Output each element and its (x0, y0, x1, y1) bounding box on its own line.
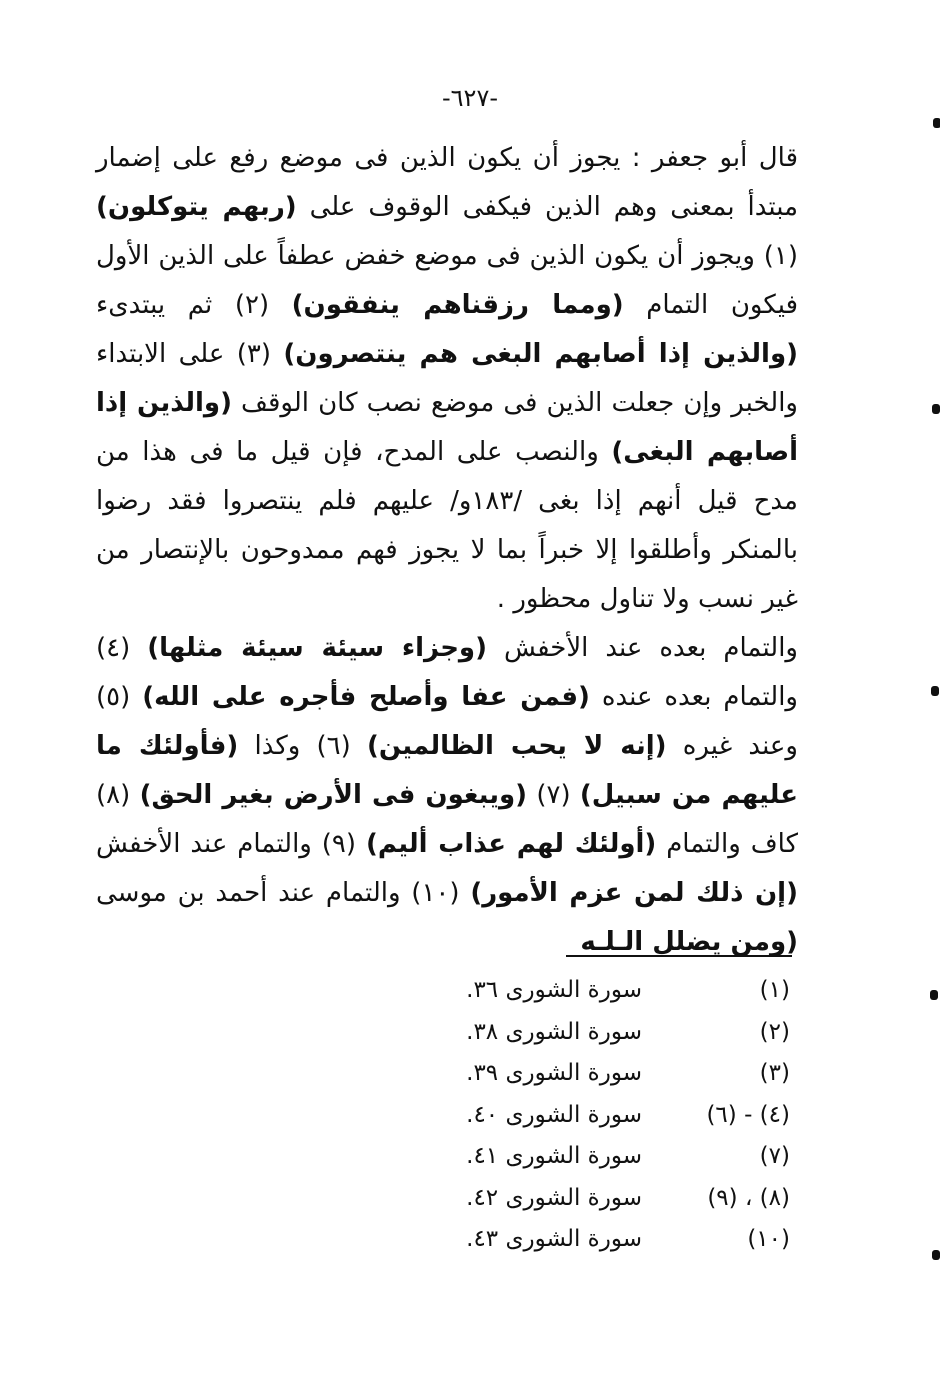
text-run: (١٠) والتمام عند أحمد بن موسى (96, 878, 471, 908)
main-text (96, 134, 798, 967)
text-run: (٩) والتمام عند الأخفش (96, 829, 366, 859)
scan-mark (933, 118, 940, 128)
quran-quote: (ومما رزقناهم ينفقون) (291, 290, 624, 320)
text-run: (٣) على الابتداء والخبر وإن جعلت الذين فى موضع نصب كان الوقف (96, 339, 798, 418)
paragraph (96, 134, 798, 624)
footnote-text: سورة الشورى ٤٣. (466, 1226, 642, 1252)
quran-quote: (فأولئك ما عليهم من سبيل) (96, 731, 798, 810)
text-run: (٧) (527, 780, 580, 810)
quran-quote: (والذين إذا أصابهم البغى هم ينتصرون) (283, 339, 798, 369)
footnote-number: (٢) (759, 1018, 790, 1045)
quran-quote: (ربهم يتوكلون) (96, 192, 297, 222)
text-run: (٤) والتمام بعده عنده (96, 633, 798, 712)
footnote-row (420, 970, 800, 1012)
footnote-number: (٤) - (٦) (706, 1101, 790, 1128)
footnote-text: سورة الشورى ٤١. (466, 1143, 642, 1169)
footnote-row (420, 1095, 800, 1137)
text-run: (٦) وكذا (238, 731, 367, 761)
quran-quote: (ومن يضلل الـلـه (580, 927, 798, 957)
quran-quote: (وجزاء سيئة سيئة مثلها) (147, 633, 487, 663)
text-run: والتمام بعده عند الأخفش (486, 633, 798, 663)
quran-quote: (فمن عفا وأصلح فأجره على الله) (142, 682, 590, 712)
quran-quote: (أولئك لهم عذاب أليم) (365, 829, 657, 859)
footnotes (420, 970, 800, 1261)
footnote-number: (٨) ، (٩) (707, 1184, 790, 1211)
scan-mark (932, 404, 940, 414)
footnote-row (420, 1178, 800, 1220)
footnote-separator (566, 955, 792, 957)
text-run: (١) ويجوز أن يكون الذين فى موضع خفض عطفاً على الذين الأول فيكون التمام (96, 241, 798, 320)
text-run: قال أبو جعفر : يجوز أن يكون الذين فى موضع رفع على إضمار مبتدأ بمعنى وهم الذين فيكفى الوقوف على (96, 143, 798, 222)
footnote-row (420, 1136, 800, 1178)
footnote-text: سورة الشورى ٣٩. (466, 1060, 642, 1086)
quran-quote: (إن ذلك لمن عزم الأمور) (470, 878, 798, 908)
footnote-row (420, 1012, 800, 1054)
quran-quote: (إنه لا يحب الظالمين) (367, 731, 667, 761)
footnote-text: سورة الشورى ٤٢. (466, 1184, 642, 1211)
quran-quote: (ويبغون فى الأرض بغير الحق) (139, 780, 528, 810)
scan-mark (930, 990, 938, 1000)
quran-quote: (والذين إذا أصابهم البغى) (96, 388, 798, 467)
footnote-number: (١) (759, 977, 790, 1003)
paragraph (96, 624, 798, 967)
footnote-row (420, 1053, 800, 1095)
footnote-text: سورة الشورى ٤٠. (466, 1101, 642, 1128)
footnote-number: (١٠) (747, 1226, 790, 1252)
page-number: -٦٢٧- (441, 84, 498, 112)
text-run: (٢) ثم يبتدىء (96, 290, 292, 320)
text-run: (٥) وعند غيره (96, 682, 798, 761)
footnote-number: (٣) (759, 1060, 790, 1086)
text-run: والنصب على المدح، فإن قيل ما فى هذا من مدح قيل أنهم إذا بغى /١٨٣و/ عليهم فلم ينتصروا فقد رضوا بالمنكر وأطلقوا إلا خبراً بما لا يجوز فهم ممدوحون بالإنتصار من غير نسب ولا تناول محظور . (96, 437, 798, 614)
scan-mark (932, 1250, 940, 1260)
scan-mark (931, 686, 939, 696)
footnote-text: سورة الشورى ٣٦. (466, 977, 642, 1003)
footnote-text: سورة الشورى ٣٨. (466, 1018, 642, 1045)
text-run: (٨) كاف والتمام (96, 780, 798, 859)
footnote-number: (٧) (759, 1143, 790, 1169)
footnote-row (420, 1219, 800, 1261)
